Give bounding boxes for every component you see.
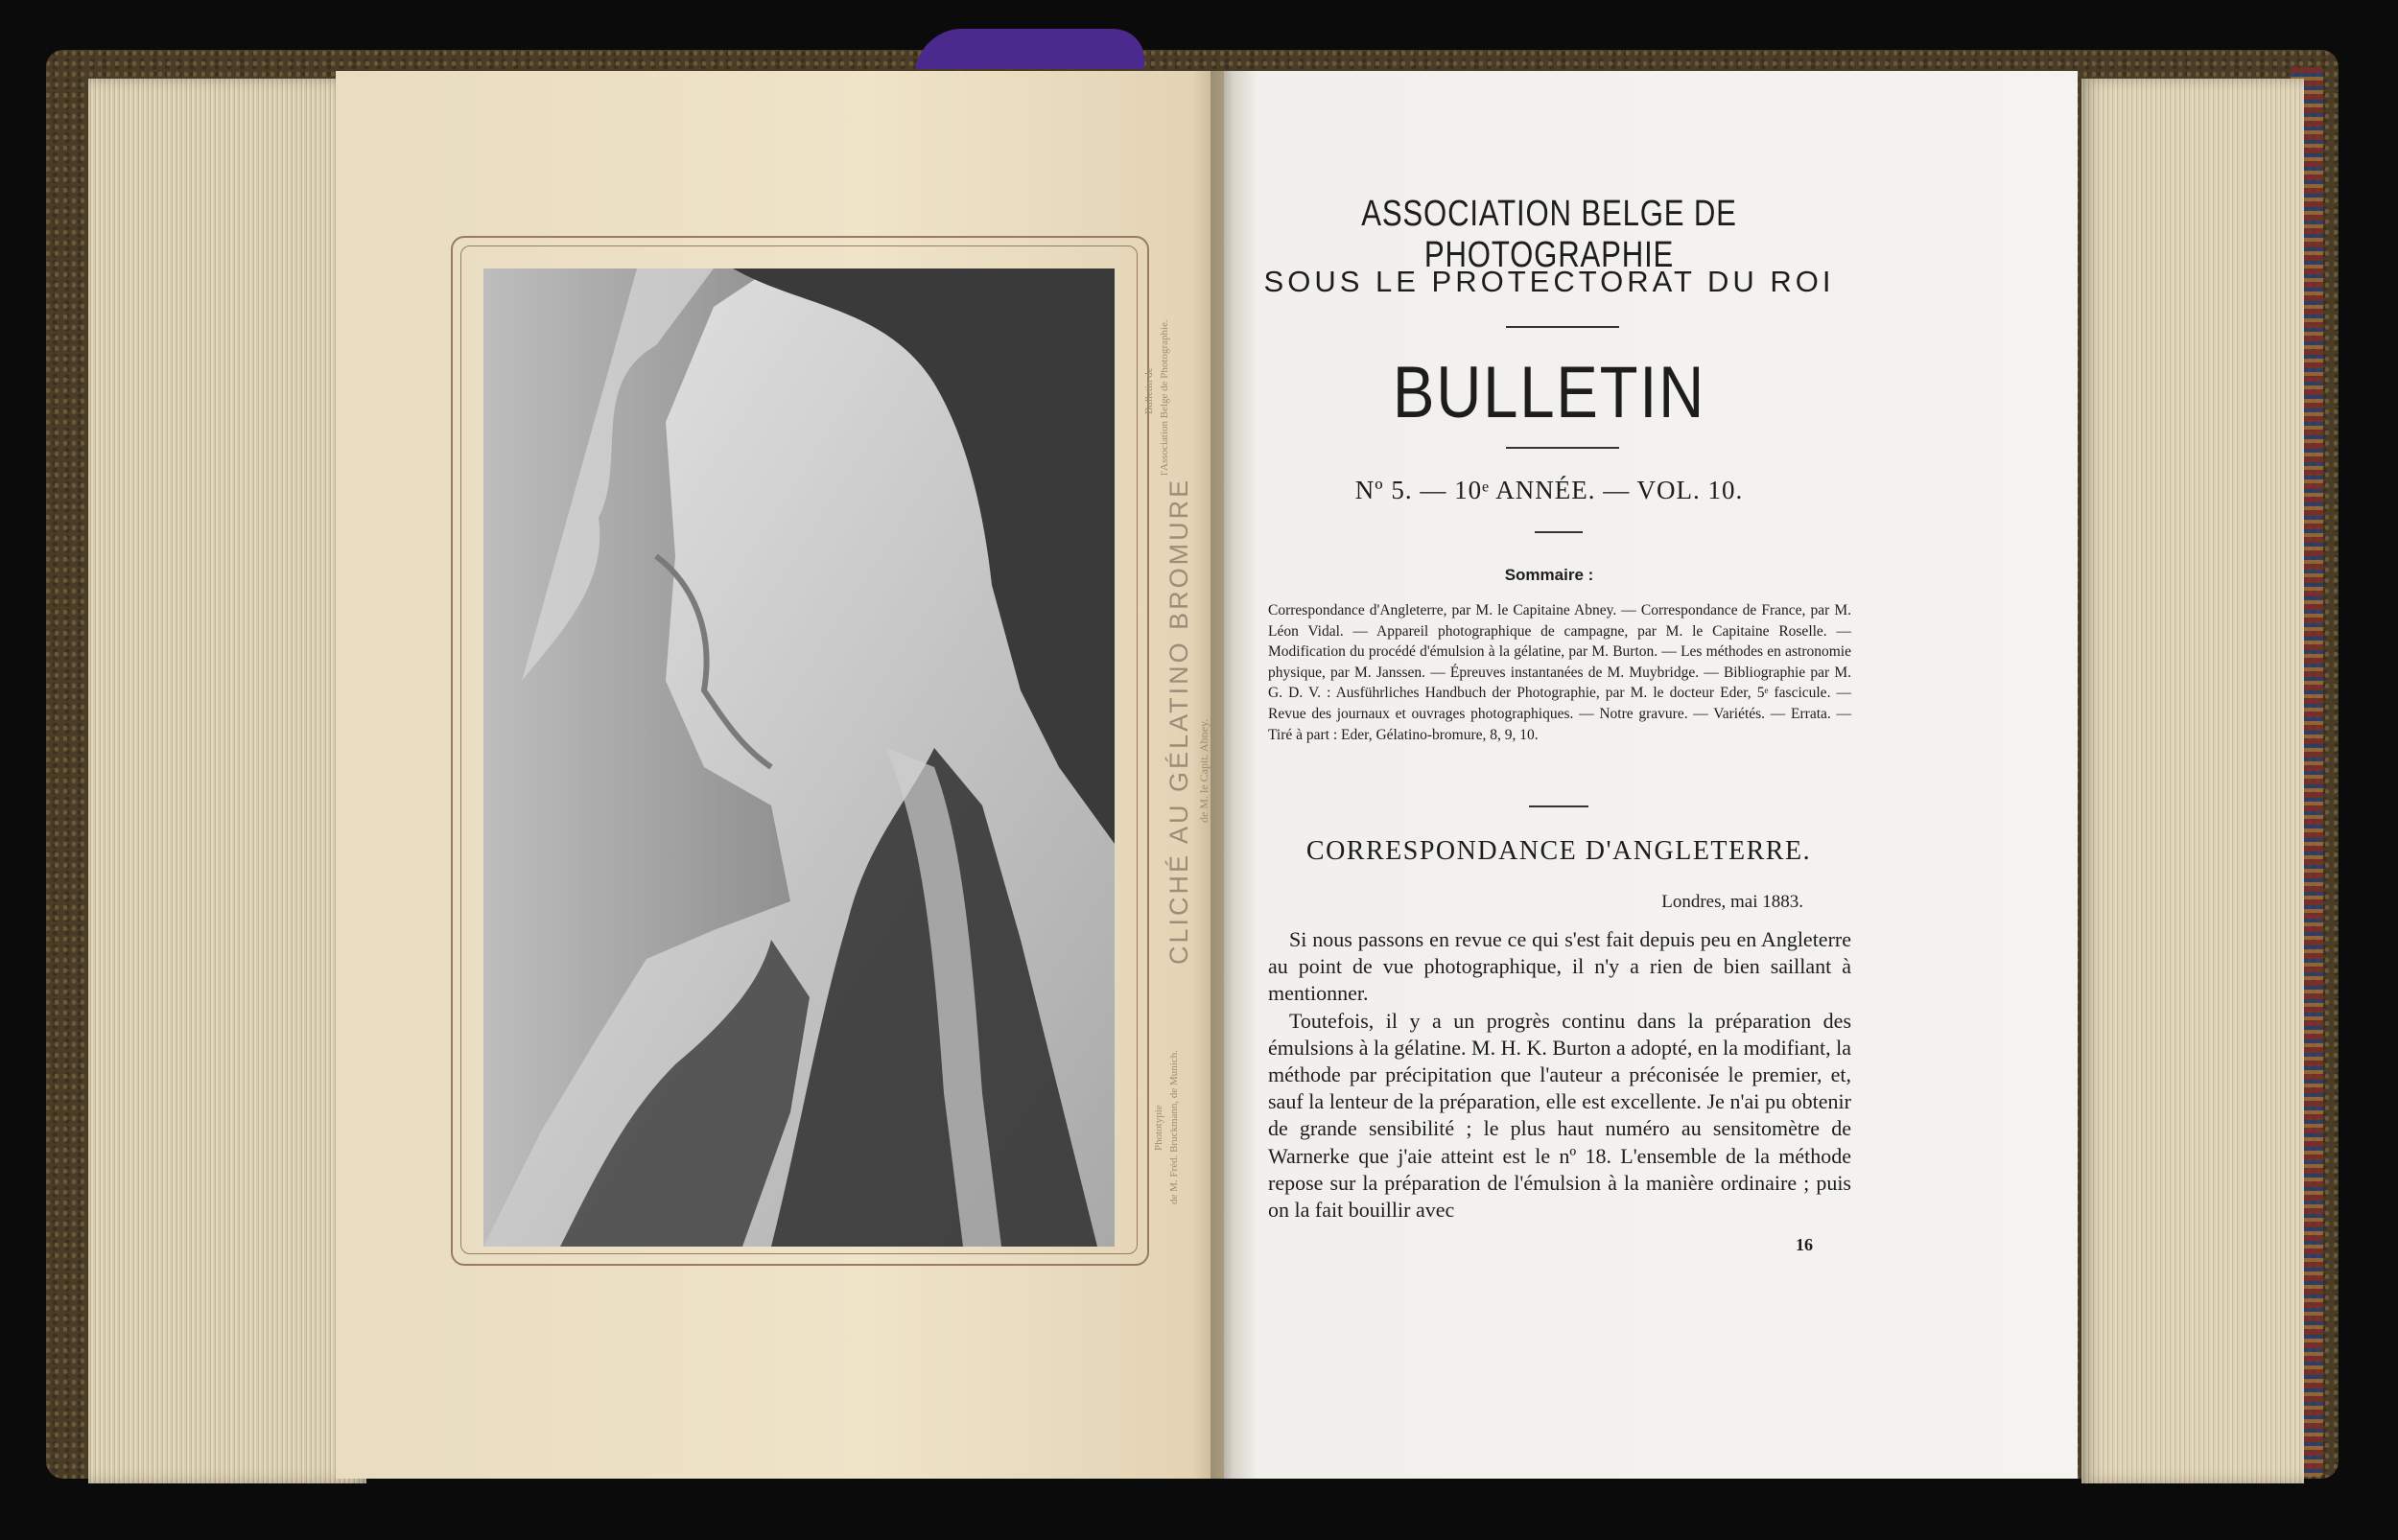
page-block-left <box>88 79 366 1483</box>
mountain-photograph <box>483 268 1115 1247</box>
plate-caption: CLICHÉ AU GÉLATINO BROMURE <box>1164 477 1193 965</box>
bulletin-title: BULLETIN <box>1392 352 1706 433</box>
divider <box>1529 805 1588 807</box>
divider <box>1506 447 1619 449</box>
plate-bulletin-ref-2: l'Association Belge de Photographie. <box>1159 319 1170 476</box>
association-title: ASSOCIATION BELGE DE PHOTOGRAPHIE <box>1361 194 1737 275</box>
plate-subcaption: de M. le Capit. Abney. <box>1197 718 1211 823</box>
issue-line: Nº 5. — 10ᵉ ANNÉE. — VOL. 10. <box>1354 476 1744 504</box>
sommaire-text: Correspondance d'Angleterre, par M. le Capitaine Abney. — Correspondance de France, par M. Léon Vidal. — Appareil photographique de campagne, par M. le Capitaine Roselle. — Modification du procédé d'émulsion à la gélatine, par M. Burton. — Les méthodes en astronomie physique, par M. Janssen. — Épreuves instantanées de M. Muybridge. — Bibliographie par M. G. D. V. : Ausführliches Handbuch der Photographie, par M. le docteur Eder, 5ᵉ fascicule. — Revue des journaux et ouvrages photographiques. — Notre gravure. — Variétés. — Errata. — Tiré à part : Eder, Gélatino-bromure, 8, 9, 10. <box>1268 602 1851 743</box>
dateline: Londres, mai 1883. <box>1661 892 1803 912</box>
sommaire-heading: Sommaire : <box>1504 566 1594 584</box>
paragraph: Toutefois, il y a un progrès continu dans la préparation des émulsions à la gélatine. M. H. K. Burton a adopté, en la modifiant, la méthode par précipitation que l'auteur a préconisée le premier, et, sauf la lenteur de la préparation, elle est excellente. Je n'ai pu obtenir de grande sensibilité ; le plus haut numéro au sensitomètre de Warnerke que j'aie atteint est le nº 18. L'ensemble de la méthode repose sur la préparation de l'émulsion à la manière ordinaire ; puis on la fait bouillir avec <box>1268 1008 1851 1223</box>
article-body <box>1268 926 1851 1224</box>
divider <box>1535 531 1583 533</box>
bookmark-ribbon <box>915 29 1150 69</box>
plate-bulletin-ref: Bulletin de <box>1143 367 1155 414</box>
page-number: 16 <box>1796 1235 1813 1254</box>
book-gutter <box>1211 71 1239 1479</box>
page-block-right <box>2081 79 2304 1483</box>
divider <box>1506 326 1619 328</box>
plate-photo-credit-2: de M. Fréd. Bruckmann, de Munich. <box>1168 1050 1180 1204</box>
section-heading: CORRESPONDANCE D'ANGLETERRE. <box>1305 836 1812 866</box>
protectorate-line: SOUS LE PROTECTORAT DU ROI <box>1263 265 1835 298</box>
paragraph: Si nous passons en revue ce qui s'est fait depuis peu en Angleterre au point de vue photographique, il n'y a rien de bien saillant à mentionner. <box>1268 927 1851 1006</box>
plate-photo-credit: Phototypie <box>1153 1105 1164 1151</box>
